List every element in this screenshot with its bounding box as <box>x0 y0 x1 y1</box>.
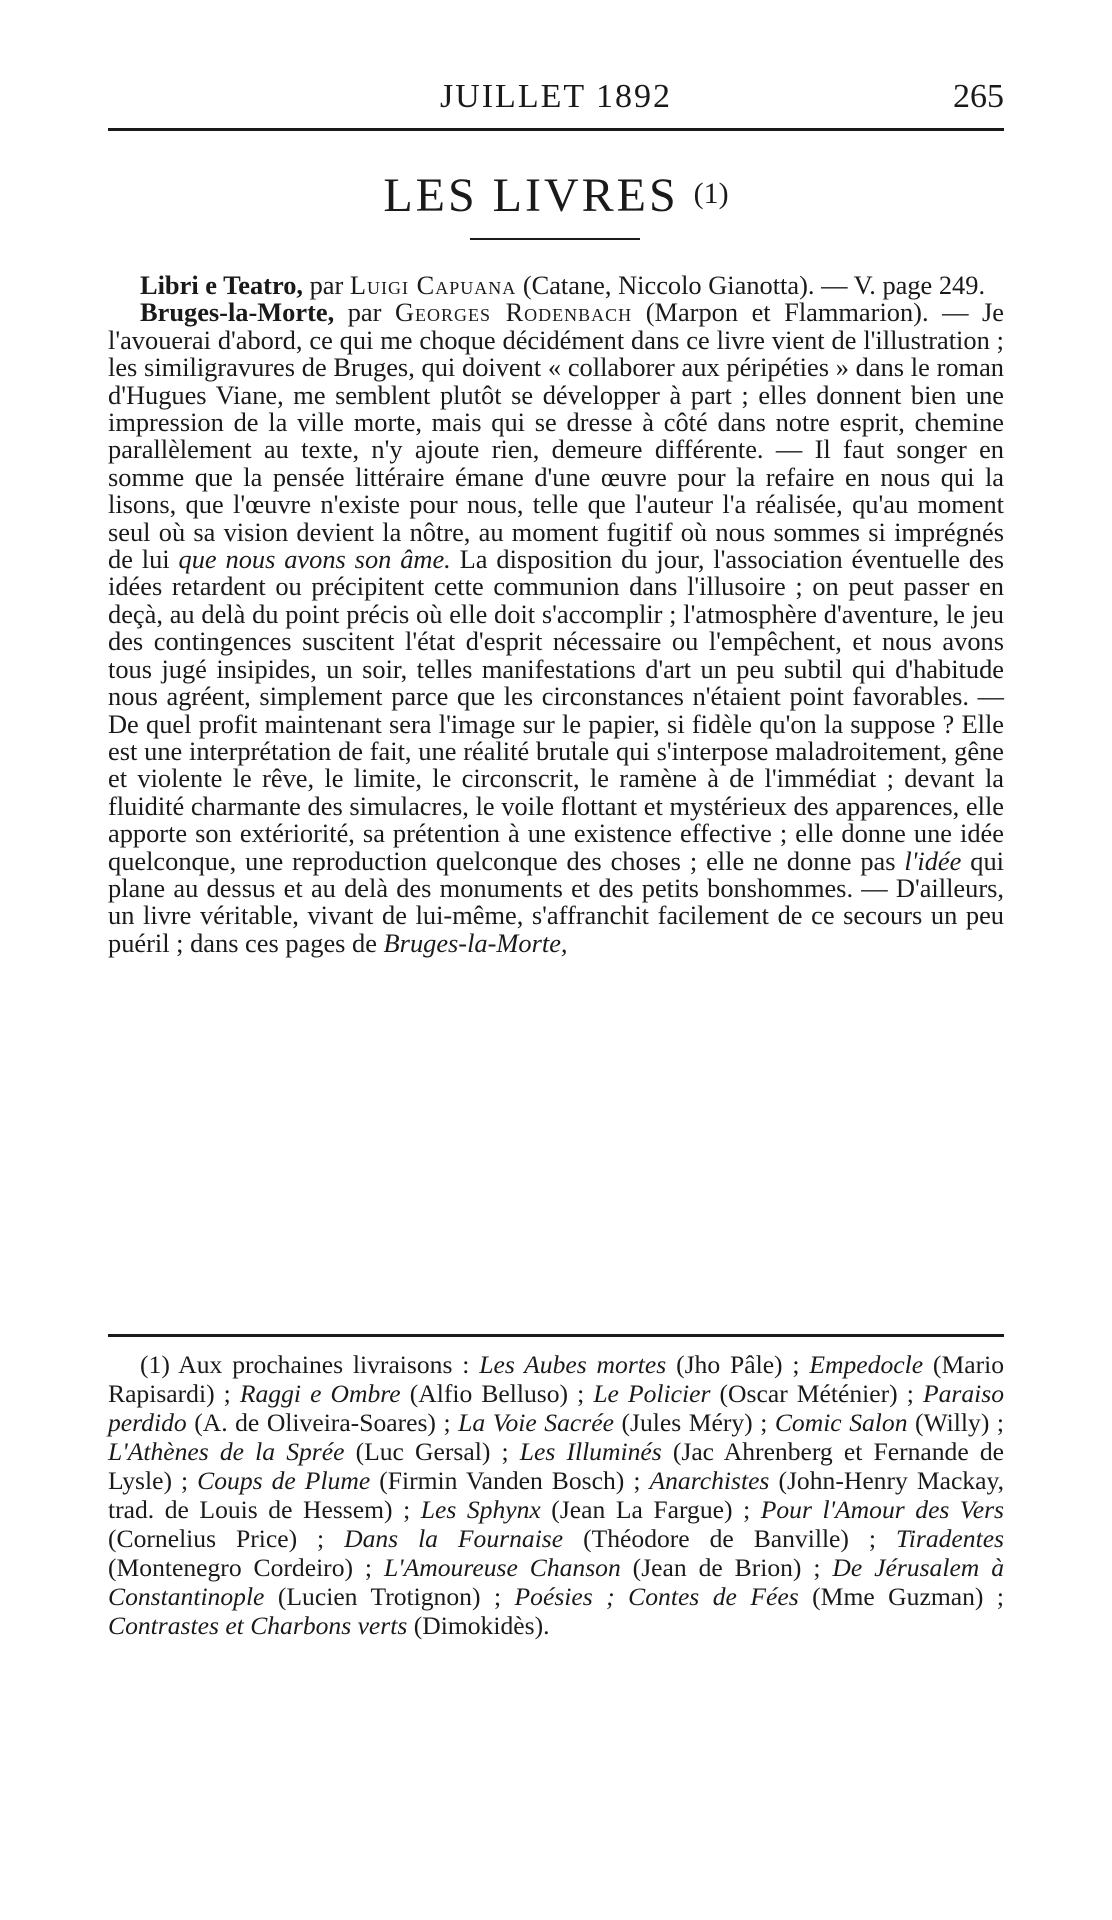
footnote-book-title: Paraiso perdido <box>108 1379 1004 1437</box>
footnote-book-title: Contrastes et Charbons verts <box>108 1611 408 1640</box>
footnote-book-title: Raggi e Ombre <box>239 1379 401 1408</box>
footnote-book-title: La Voie Sacrée <box>458 1408 614 1437</box>
footnote-mark: (1) <box>140 1350 179 1379</box>
section-title <box>108 168 1004 223</box>
running-title: JUILLET 1892 <box>439 78 673 115</box>
review-entry-libri-e-teatro <box>108 272 1004 299</box>
entry-italic-phrase: que nous avons son âme. <box>178 544 451 575</box>
footnote-book-title: Tiradentes <box>895 1524 1005 1553</box>
footnote-book-author: (Firmin Vanden Bosch) ; <box>370 1466 650 1495</box>
footnote-book-author: (Dimokidès). <box>407 1611 550 1640</box>
footnote-book-author: (Théodore de Banville) ; <box>563 1524 896 1553</box>
footnote-book-title: L'Amoureuse Chanson <box>383 1553 621 1582</box>
footnote-book-author: (Jean de Brion) ; <box>620 1553 833 1582</box>
review-body <box>108 272 1004 957</box>
running-head <box>108 72 1004 131</box>
footnote <box>108 1350 1004 1640</box>
footnote-book-title: Poésies ; Contes de Fées <box>514 1582 799 1611</box>
footnote-book-author: (Lucien Trotignon) ; <box>264 1582 515 1611</box>
book-title: Libri e Teatro, <box>140 270 303 300</box>
footnote-book-author: (Cornelius Price) ; <box>108 1524 345 1553</box>
entry-text: (Marpon et Flammarion). — Je l'avouerai d'abord, ce qui me choque décidément dans ce livre vient de l'illustration ; les similigravures de Bruges, qui doivent « collaborer aux péripéties » dans le roman d'Hugues Viane, me semblent plutôt se développer à part ; elles donnent bien une impression de la ville morte, mais qui se dresse à côté dans notre esprit, chemine parallèlement au texte, n'y ajoute rien, demeure différente. — Il faut songer en somme que la pensée littéraire émane d'une œuvre pour la refaire en nous qui la lisons, que l'œuvre n'existe pour nous, telle que l'auteur l'a réalisée, qu'au moment seul où sa vision devient la nôtre, au moment fugitif où nous sommes si imprégnés de lui <box>108 297 1004 575</box>
footnote-book-title: Anarchistes <box>649 1466 770 1495</box>
footnote-book-author: (Oscar Méténier) ; <box>710 1379 923 1408</box>
by-word: par <box>303 270 350 300</box>
footnote-reference: (1) <box>693 177 729 210</box>
entry-text: La disposition du jour, l'association éventuelle des idées retardent ou précipitent cette communion dans l'illusoire ; on peut passer en deçà, au delà du point précis où elle doit s'accomplir ; l'atmosphère d'aventure, le jeu des contingences suscitent l'état d'esprit nécessaire ou l'empêchent, et nous avons tous jugé insipides, un soir, telles manifestations d'art un peu subtil qui d'habitude nous agréent, simplement parce que les circonstances n'étaient point favorables. — De quel profit maintenant sera l'image sur le papier, si fidèle qu'on la suppose ? Elle est une interprétation de fait, une réalité brutale qui s'interpose maladroitement, gêne et violente le rêve, le limite, le circonscrit, le ramène à de l'immédiat ; devant la fluidité charmante des simulacres, le voile flottant et mystérieux des apparences, elle apporte son extériorité, sa prétention à une existence effective ; elle donne une idée quelconque, une reproduction quelconque des choses ; elle ne donne pas <box>108 544 1005 876</box>
entry-italic-phrase: Bruges-la-Morte, <box>383 927 568 958</box>
footnote-book-title: Dans la Fournaise <box>344 1524 564 1553</box>
entry-text: qui plane au dessus et au delà des monuments et des petits bonshommes. — D'ailleurs, un livre véritable, vivant de lui-même, s'affranchit facilement de ce secours un peu puéril ; dans ces pages de <box>108 845 1004 958</box>
footnote-book-author: (Montenegro Cordeiro) ; <box>108 1553 384 1582</box>
footnote-book-title: L'Athènes de la Sprée <box>108 1437 345 1466</box>
footnote-book-title: Le Policier <box>593 1379 711 1408</box>
footnote-book-author: (Jac Ahrenberg et Fernande de Lysle) ; <box>108 1437 1004 1495</box>
author-name: Luigi Capuana <box>349 270 517 300</box>
by-word: par <box>334 297 395 328</box>
footnote-book-author: (Jules Méry) ; <box>613 1408 775 1437</box>
footnote-book-title: Empedocle <box>809 1350 924 1379</box>
footnote-book-author: (Jean La Fargue) ; <box>540 1495 761 1524</box>
book-title: Bruges-la-Morte, <box>140 297 335 328</box>
footnote-book-author: (Mario Rapisardi) ; <box>108 1350 1005 1408</box>
footnote-book-author: (Mme Guzman) ; <box>798 1582 1004 1611</box>
footnote-rule <box>108 1334 1004 1337</box>
title-rule <box>470 238 640 240</box>
footnote-book-title: Pour l'Amour des Vers <box>760 1495 1005 1524</box>
footnote-book-author: (Willy) ; <box>907 1408 1004 1437</box>
footnote-book-title: De Jérusalem à Constantinople <box>108 1553 1004 1611</box>
author-name: Georges Rodenbach <box>394 297 633 328</box>
footnote-book-title: Les Illuminés <box>519 1437 662 1466</box>
entry-text: (Catane, Niccolo Gianotta). — V. page 249. <box>516 270 986 300</box>
footnote-book-title: Les Sphynx <box>420 1495 541 1524</box>
review-entry-bruges-la-morte <box>108 299 1004 957</box>
page-number: 265 <box>953 78 1004 115</box>
section-title-text: LES LIVRES <box>383 169 679 222</box>
footnote-book-author: (Luc Gersal) ; <box>344 1437 520 1466</box>
footnote-book-author: (A. de Oliveira-Soares) ; <box>186 1408 459 1437</box>
footnote-book-author: (Jho Pâle) ; <box>666 1350 810 1379</box>
footnote-book-author: (Alfio Belluso) ; <box>400 1379 594 1408</box>
footnote-book-author: (John-Henry Mackay, trad. de Louis de Hessem) ; <box>108 1466 1004 1524</box>
footnote-book-title: Coups de Plume <box>197 1466 371 1495</box>
footnote-book-title: Comic Salon <box>774 1408 908 1437</box>
footnote-lead: Aux prochaines livraisons : <box>178 1350 480 1379</box>
entry-italic-phrase: l'idée <box>904 845 962 876</box>
footnote-book-title: Les Aubes mortes <box>479 1350 667 1379</box>
